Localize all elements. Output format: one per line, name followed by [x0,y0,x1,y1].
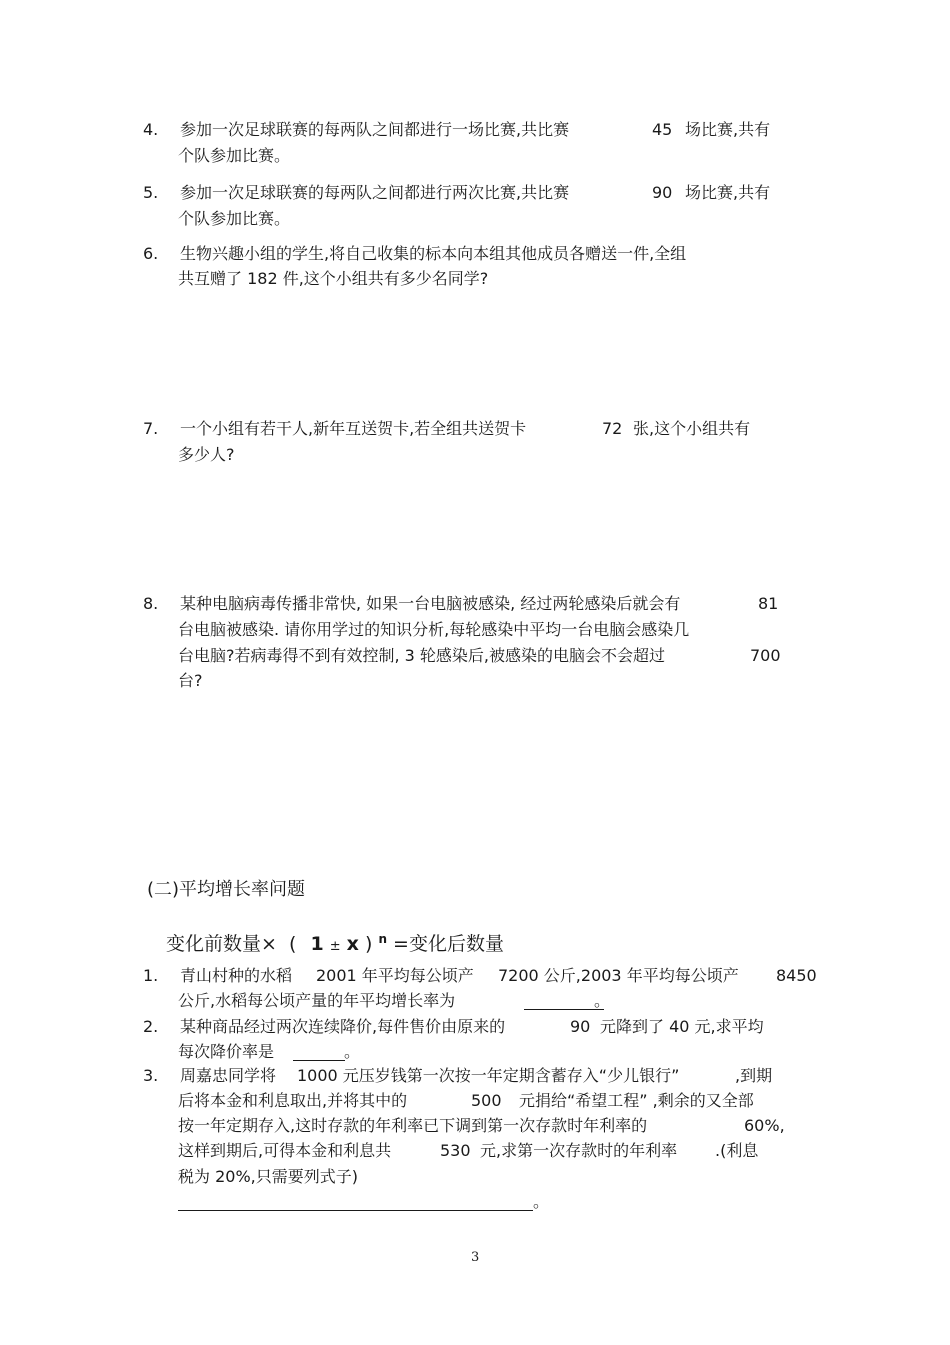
question-text: 1000 元压岁钱第一次按一年定期含蓄存入“少儿银行” [297,1066,680,1085]
question-text: 周嘉忠同学将 [180,1066,277,1085]
answer-blank [524,993,604,1010]
question-value: 530 [440,1141,471,1160]
answer-blank [178,1194,533,1211]
question-number: 5. [143,183,159,202]
question-text: 个队参加比赛。 [178,146,291,165]
question-text: 。 [594,991,611,1010]
question-text: 按一年定期存入,这时存款的年利率已下调到第一次存款时年利率的 [178,1116,648,1135]
question-value: 90 [652,183,673,202]
question-text: 参加一次足球联赛的每两队之间都进行两次比赛,共比赛 [180,183,570,202]
question-text: 2001 年平均每公顷产 [316,966,474,985]
question-text: 7200 公斤,2003 年平均每公顷产 [498,966,739,985]
question-number: 4. [143,120,159,139]
question-text: 个队参加比赛。 [178,209,291,228]
question-text: 某种商品经过两次连续降价,每件售价由原来的 [180,1017,506,1036]
question-value: 81 [758,594,779,613]
question-number: 1. [143,966,159,985]
question-value: 700 [750,646,781,665]
question-text: 元降到了 40 元,求平均 [600,1017,764,1036]
question-text: 生物兴趣小组的学生,将自己收集的标本向本组其他成员各赠送一件,全组 [180,244,687,263]
question-text: ,到期 [735,1066,773,1085]
question-text: 张,这个小组共有 [633,419,751,438]
question-value: 45 [652,120,673,139]
question-text: 。 [533,1192,550,1211]
question-text: 共互赠了 182 件,这个小组共有多少名同学? [178,269,489,288]
formula-part: =变化后数量 [393,933,504,955]
formula-part: 1 [310,933,324,955]
growth-formula [166,926,504,960]
question-text: 场比赛,共有 [685,183,771,202]
section-heading: (二)平均增长率问题 [147,879,306,900]
question-number: 6. [143,244,159,263]
question-value: 8450 [776,966,817,985]
question-text: 青山村种的水稻 [180,966,293,985]
question-text: 参加一次足球联赛的每两队之间都进行一场比赛,共比赛 [180,120,570,139]
formula-part: x [346,933,359,955]
question-text: 公斤,水稻每公顷产量的年平均增长率为 [178,991,456,1010]
question-text: 税为 20%,只需要列式子) [178,1167,358,1186]
question-text: 这样到期后,可得本金和利息共 [178,1141,392,1160]
question-number: 7. [143,419,159,438]
question-text: 场比赛,共有 [685,120,771,139]
question-value: 60%, [744,1116,785,1135]
formula-part: 变化前数量× [166,933,277,955]
question-text: 一个小组有若干人,新年互送贺卡,若全组共送贺卡 [180,419,527,438]
formula-part: ± [329,939,341,954]
question-text: 元捐给“希望工程” ,剩余的又全部 [519,1091,754,1110]
question-number: 3. [143,1066,159,1085]
question-text: 。 [344,1042,361,1061]
question-text: 台? [178,671,203,690]
question-number: 2. [143,1017,159,1036]
question-text: 台电脑被感染. 请你用学过的知识分析,每轮感染中平均一台电脑会感染几 [178,620,690,639]
question-text: 每次降价率是 [178,1042,275,1061]
question-text: 元,求第一次存款时的年利率 [480,1141,678,1160]
question-text: 后将本金和利息取出,并将其中的 [178,1091,408,1110]
question-text: .(利息 [715,1141,759,1160]
question-text: 某种电脑病毒传播非常快, 如果一台电脑被感染, 经过两轮感染后就会有 [180,594,681,613]
page-number: 3 [471,1250,480,1265]
question-value: 90 [570,1017,591,1036]
formula-exponent: n [378,932,387,946]
question-text: 台电脑?若病毒得不到有效控制, 3 轮感染后,被感染的电脑会不会超过 [178,646,666,665]
formula-part: ) [364,933,373,955]
question-text: 多少人? [178,445,235,464]
question-number: 8. [143,594,159,613]
question-value: 500 [471,1091,502,1110]
formula-part: ( [288,933,297,955]
answer-blank [293,1044,345,1061]
question-value: 72 [602,419,623,438]
